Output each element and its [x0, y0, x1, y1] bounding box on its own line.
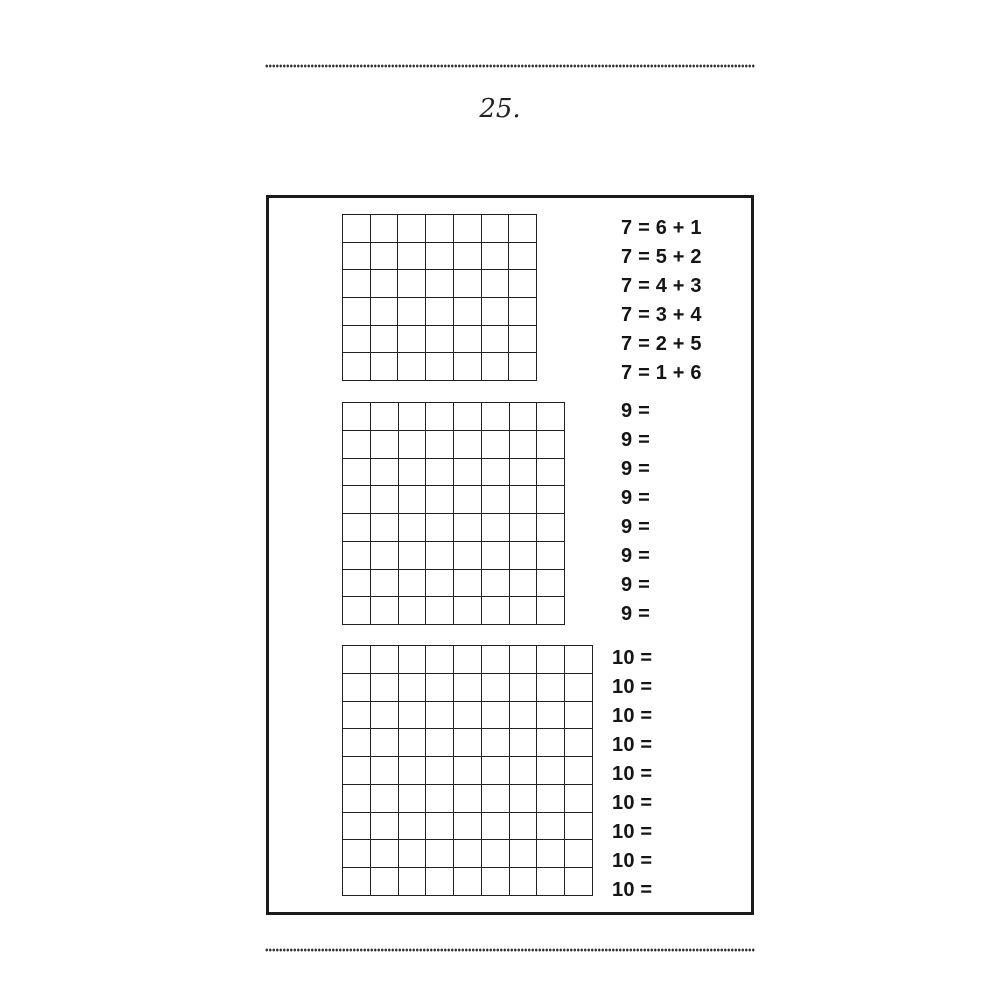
grid-cell [371, 431, 399, 459]
grid-cell [482, 785, 510, 813]
grid-cell [426, 597, 454, 625]
grid-cell [454, 514, 482, 542]
grid-cell [510, 840, 538, 868]
equation-line: 7 = 6 + 1 [621, 217, 702, 239]
grid-cell [371, 702, 399, 730]
equation-line: 7 = 4 + 3 [621, 275, 702, 297]
grid-cell [454, 298, 482, 326]
equation-line: 9 = [621, 400, 650, 422]
grid-cell [565, 757, 593, 785]
grid-cell [482, 353, 510, 381]
grid-cell [510, 729, 538, 757]
equation-line: 9 = [621, 487, 650, 509]
grid-cell [454, 570, 482, 598]
grid-cell [565, 840, 593, 868]
grid-cell [510, 514, 538, 542]
grid-cell [565, 729, 593, 757]
grid-cell [426, 542, 454, 570]
grid-cell [537, 729, 565, 757]
grid-cell [482, 757, 510, 785]
equation-line: 7 = 5 + 2 [621, 246, 702, 268]
grid-cell [343, 243, 371, 271]
grid-cell [537, 702, 565, 730]
equation-line: 10 = [612, 763, 653, 785]
grid-cell [371, 270, 399, 298]
grid-cell [454, 403, 482, 431]
grid-cell [454, 597, 482, 625]
grid-cell [371, 486, 399, 514]
grid-cell [426, 785, 454, 813]
grid-cell [343, 353, 371, 381]
grid-cell [399, 646, 427, 674]
grid-cell [399, 514, 427, 542]
grid-cell [343, 486, 371, 514]
grid-cell [343, 459, 371, 487]
equation-line: 10 = [612, 850, 653, 872]
counting-grid-10 [342, 645, 593, 896]
grid-cell [426, 514, 454, 542]
grid-cell [482, 486, 510, 514]
equation-line: 7 = 1 + 6 [621, 362, 702, 384]
grid-cell [343, 298, 371, 326]
grid-cell [371, 813, 399, 841]
grid-cell [482, 431, 510, 459]
grid-cell [454, 431, 482, 459]
equation-line: 10 = [612, 821, 653, 843]
grid-cell [454, 840, 482, 868]
grid-cell [510, 868, 538, 896]
grid-cell [510, 757, 538, 785]
grid-cell [565, 702, 593, 730]
grid-cell [482, 270, 510, 298]
grid-cell [371, 215, 399, 243]
grid-cell [537, 757, 565, 785]
grid-cell [482, 215, 510, 243]
grid-cell [371, 597, 399, 625]
equation-line: 9 = [621, 574, 650, 596]
grid-cell [565, 813, 593, 841]
grid-cell [482, 674, 510, 702]
grid-cell [343, 431, 371, 459]
grid-cell [482, 514, 510, 542]
grid-cell [454, 326, 482, 354]
grid-cell [454, 757, 482, 785]
grid-cell [371, 729, 399, 757]
grid-cell [426, 215, 454, 243]
grid-cell [509, 326, 537, 354]
grid-cell [454, 459, 482, 487]
grid-cell [426, 403, 454, 431]
grid-cell [426, 757, 454, 785]
grid-cell [343, 757, 371, 785]
grid-cell [343, 570, 371, 598]
grid-cell [510, 702, 538, 730]
grid-cell [426, 298, 454, 326]
grid-cell [482, 243, 510, 271]
grid-cell [399, 813, 427, 841]
grid-cell [454, 486, 482, 514]
grid-cell [371, 785, 399, 813]
grid-cell [537, 403, 565, 431]
grid-cell [510, 542, 538, 570]
grid-cell [482, 813, 510, 841]
grid-cell [371, 542, 399, 570]
grid-cell [454, 215, 482, 243]
grid-cell [426, 353, 454, 381]
grid-cell [399, 431, 427, 459]
grid-cell [399, 486, 427, 514]
grid-cell [399, 868, 427, 896]
grid-cell [343, 702, 371, 730]
equation-line: 9 = [621, 516, 650, 538]
grid-cell [399, 403, 427, 431]
grid-cell [565, 646, 593, 674]
grid-cell [426, 674, 454, 702]
grid-cell [482, 597, 510, 625]
grid-cell [537, 597, 565, 625]
grid-cell [371, 403, 399, 431]
grid-cell [398, 353, 426, 381]
grid-cell [482, 840, 510, 868]
grid-cell [426, 868, 454, 896]
grid-cell [426, 570, 454, 598]
grid-cell [510, 646, 538, 674]
grid-cell [537, 646, 565, 674]
grid-cell [454, 646, 482, 674]
equation-line: 10 = [612, 792, 653, 814]
grid-cell [510, 459, 538, 487]
grid-cell [371, 570, 399, 598]
grid-cell [343, 514, 371, 542]
grid-cell [482, 542, 510, 570]
grid-cell [371, 868, 399, 896]
equation-line: 7 = 2 + 5 [621, 333, 702, 355]
equation-line: 7 = 3 + 4 [621, 304, 702, 326]
grid-cell [454, 785, 482, 813]
grid-cell [454, 702, 482, 730]
grid-cell [371, 514, 399, 542]
grid-cell [343, 326, 371, 354]
grid-cell [482, 298, 510, 326]
grid-cell [482, 459, 510, 487]
top-dotted-rule [265, 64, 755, 70]
grid-cell [426, 459, 454, 487]
grid-cell [482, 570, 510, 598]
grid-cell [454, 243, 482, 271]
grid-cell [343, 813, 371, 841]
grid-cell [398, 270, 426, 298]
grid-cell [454, 868, 482, 896]
grid-cell [509, 298, 537, 326]
grid-cell [343, 403, 371, 431]
grid-cell [537, 542, 565, 570]
grid-cell [454, 353, 482, 381]
grid-cell [426, 729, 454, 757]
grid-cell [399, 570, 427, 598]
grid-cell [343, 868, 371, 896]
grid-cell [537, 813, 565, 841]
grid-cell [371, 243, 399, 271]
equation-line: 10 = [612, 676, 653, 698]
grid-cell [454, 813, 482, 841]
grid-cell [399, 674, 427, 702]
grid-cell [537, 868, 565, 896]
grid-cell [509, 243, 537, 271]
grid-cell [371, 459, 399, 487]
grid-cell [510, 597, 538, 625]
grid-cell [510, 785, 538, 813]
grid-cell [399, 702, 427, 730]
grid-cell [371, 326, 399, 354]
equation-line: 10 = [612, 879, 653, 901]
grid-cell [482, 702, 510, 730]
grid-cell [482, 403, 510, 431]
grid-cell [371, 840, 399, 868]
grid-cell [343, 785, 371, 813]
grid-cell [537, 674, 565, 702]
grid-cell [398, 298, 426, 326]
grid-cell [510, 674, 538, 702]
grid-cell [426, 702, 454, 730]
grid-cell [454, 270, 482, 298]
equation-line: 10 = [612, 647, 653, 669]
grid-cell [537, 840, 565, 868]
grid-cell [371, 757, 399, 785]
grid-cell [426, 270, 454, 298]
grid-cell [343, 270, 371, 298]
grid-cell [426, 243, 454, 271]
grid-cell [426, 646, 454, 674]
grid-cell [509, 215, 537, 243]
grid-cell [510, 813, 538, 841]
grid-cell [482, 868, 510, 896]
bottom-dotted-rule [265, 948, 755, 954]
grid-cell [399, 729, 427, 757]
grid-cell [426, 840, 454, 868]
grid-cell [565, 785, 593, 813]
grid-cell [426, 813, 454, 841]
grid-cell [399, 840, 427, 868]
counting-grid-9 [342, 402, 565, 625]
grid-cell [454, 542, 482, 570]
grid-cell [454, 729, 482, 757]
grid-cell [371, 674, 399, 702]
grid-cell [510, 403, 538, 431]
grid-cell [537, 570, 565, 598]
grid-cell [399, 757, 427, 785]
grid-cell [482, 646, 510, 674]
grid-cell [537, 785, 565, 813]
grid-cell [371, 353, 399, 381]
grid-cell [509, 353, 537, 381]
grid-cell [537, 486, 565, 514]
grid-cell [426, 431, 454, 459]
grid-cell [537, 431, 565, 459]
grid-cell [398, 215, 426, 243]
grid-cell [343, 215, 371, 243]
grid-cell [399, 542, 427, 570]
grid-cell [343, 840, 371, 868]
grid-cell [537, 514, 565, 542]
equation-line: 9 = [621, 545, 650, 567]
grid-cell [399, 597, 427, 625]
grid-cell [454, 674, 482, 702]
equation-line: 10 = [612, 734, 653, 756]
page-number: 25. [479, 94, 521, 124]
grid-cell [565, 868, 593, 896]
grid-cell [565, 674, 593, 702]
equation-line: 9 = [621, 458, 650, 480]
grid-cell [343, 729, 371, 757]
grid-cell [343, 542, 371, 570]
grid-cell [371, 298, 399, 326]
grid-cell [371, 646, 399, 674]
grid-cell [398, 326, 426, 354]
counting-grid-7 [342, 214, 537, 381]
grid-cell [482, 326, 510, 354]
equation-line: 10 = [612, 705, 653, 727]
grid-cell [509, 270, 537, 298]
equation-line: 9 = [621, 603, 650, 625]
grid-cell [399, 459, 427, 487]
grid-cell [510, 431, 538, 459]
grid-cell [399, 785, 427, 813]
grid-cell [343, 597, 371, 625]
grid-cell [482, 729, 510, 757]
grid-cell [426, 486, 454, 514]
grid-cell [510, 486, 538, 514]
grid-cell [343, 646, 371, 674]
grid-cell [398, 243, 426, 271]
grid-cell [510, 570, 538, 598]
grid-cell [343, 674, 371, 702]
equation-line: 9 = [621, 429, 650, 451]
grid-cell [537, 459, 565, 487]
grid-cell [426, 326, 454, 354]
